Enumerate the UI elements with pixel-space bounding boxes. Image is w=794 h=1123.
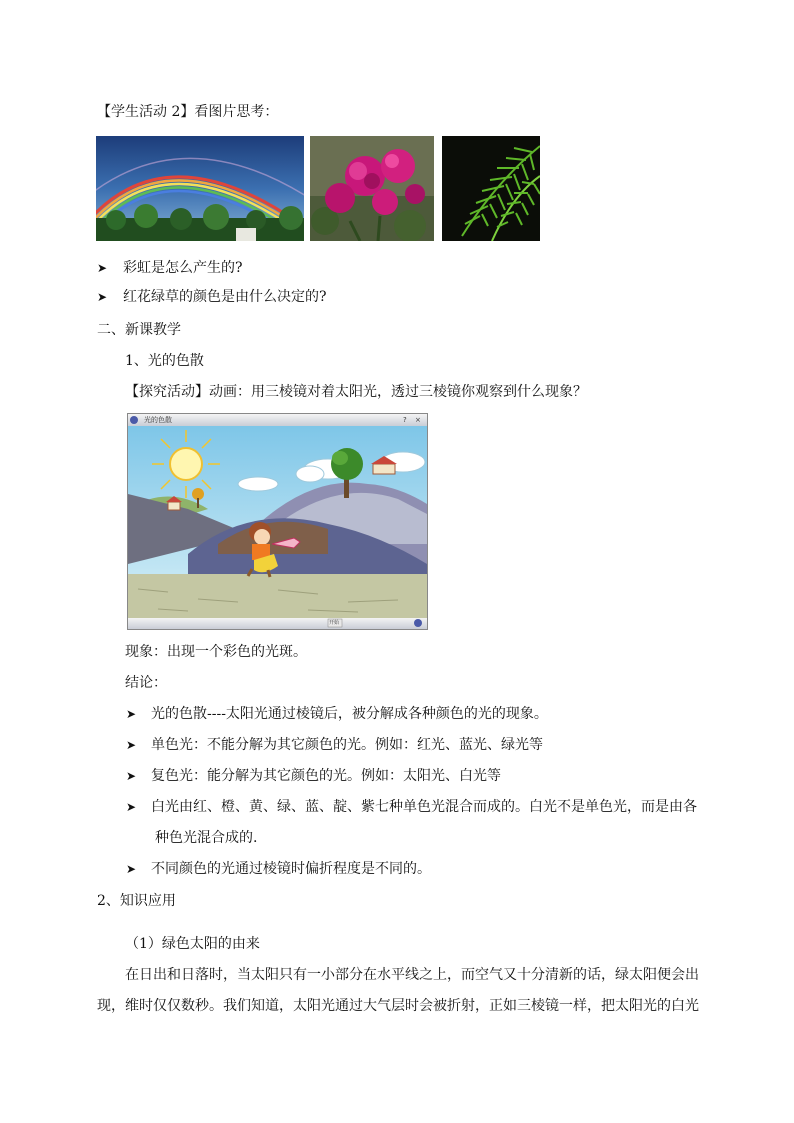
conclusion-item: 单色光：不能分解为其它颜色的光。例如：红光、蓝光、绿光等 (151, 737, 543, 753)
rainbow-photo (96, 136, 304, 241)
dispersion-animation (127, 413, 428, 630)
bullet-icon: ➤ (126, 800, 137, 814)
bullet-icon: ➤ (126, 707, 137, 721)
activity-heading: 【学生活动 2】看图片思考： (97, 104, 279, 120)
bullet-icon: ➤ (97, 261, 108, 275)
red-flowers-photo (310, 136, 434, 241)
paragraph-line: 现，维时仅仅数秒。我们知道，太阳光通过大气层时会被折射，正如三棱镜一样，把太阳光的白光 (97, 998, 699, 1014)
fern-photo (442, 136, 540, 241)
subsection-heading: 1、光的色散 (125, 353, 204, 369)
conclusion-item: 光的色散----太阳光通过棱镜后，被分解成各种颜色的光的现象。 (151, 706, 548, 722)
phenomenon: 现象：出现一个彩色的光斑。 (125, 644, 307, 660)
paragraph-line: 在日出和日落时，当太阳只有一小部分在水平线之上，而空气又十分清新的话，绿太阳便会出 (125, 967, 699, 983)
conclusion-item: 不同颜色的光通过棱镜时偏折程度是不同的。 (151, 861, 431, 877)
explore-activity: 【探究活动】动画：用三棱镜对着太阳光，透过三棱镜你观察到什么现象？ (125, 384, 587, 400)
bullet-icon: ➤ (97, 290, 108, 304)
conclusion-item-continued: 种色光混合成的. (155, 830, 258, 846)
question-2: 红花绿草的颜色是由什么决定的? (123, 289, 327, 305)
section-heading: 二、新课教学 (97, 322, 181, 338)
help-button[interactable]: ? (403, 416, 407, 424)
animation-title: 光的色散 (144, 416, 172, 424)
bullet-icon: ➤ (126, 769, 137, 783)
subsection-heading: （1）绿色太阳的由来 (125, 936, 260, 952)
conclusion-label: 结论： (125, 675, 167, 691)
question-1: 彩虹是怎么产生的? (123, 260, 243, 276)
close-button[interactable]: × (415, 416, 421, 424)
subsection-heading: 2、知识应用 (97, 893, 176, 909)
bullet-icon: ➤ (126, 738, 137, 752)
conclusion-item: 复色光：能分解为其它颜色的光。例如：太阳光、白光等 (151, 768, 501, 784)
bullet-icon: ➤ (126, 862, 137, 876)
play-button[interactable]: 开始 (329, 620, 340, 626)
conclusion-item: 白光由红、橙、黄、绿、蓝、靛、紫七种单色光混合而成的。白光不是单色光，而是由各 (151, 799, 697, 815)
